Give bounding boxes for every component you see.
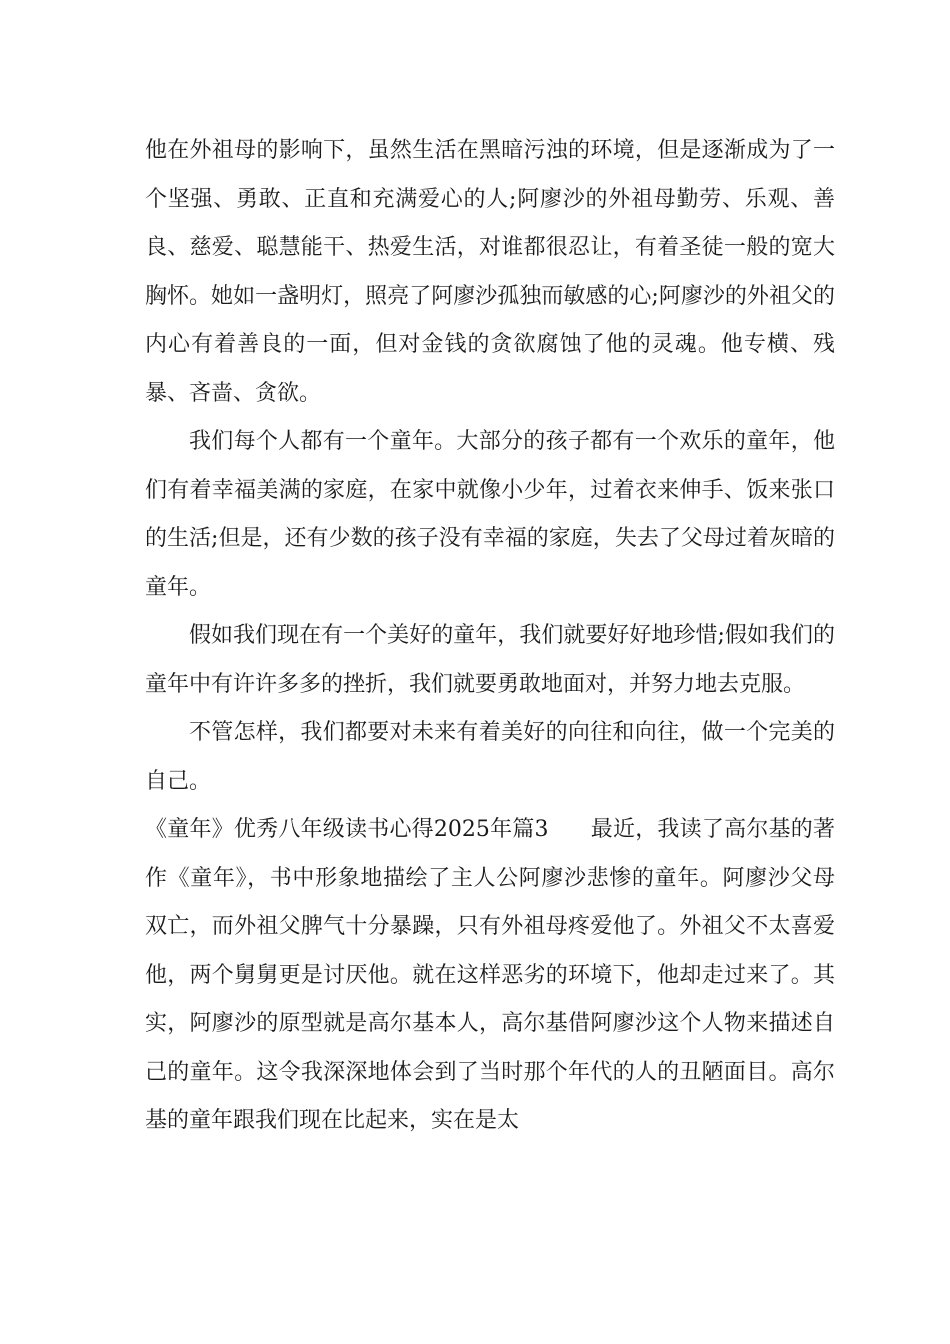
paragraph-childhood: 我们每个人都有一个童年。大部分的孩子都有一个欢乐的童年，他们有着幸福美满的家庭，在家中就像小少年，过着衣来伸手、饭来张口的生活;但是，还有少数的孩子没有幸福的家庭，失去了父母过着灰暗的童年。 <box>145 429 835 600</box>
paragraph-future: 不管怎样，我们都要对未来有着美好的向往和向往，做一个完美的自己。 <box>145 720 835 794</box>
document-body <box>145 127 835 1146</box>
section-3 <box>145 806 835 1146</box>
paragraph-grandmother-influence: 他在外祖母的影响下，虽然生活在黑暗污浊的环境，但是逐渐成为了一个坚强、勇敢、正直和充满爱心的人;阿廖沙的外祖母勤劳、乐观、善良、慈爱、聪慧能干、热爱生活，对谁都很忍让，有着圣徒一般的宽大胸怀。她如一盏明灯，照亮了阿廖沙孤独而敏感的心;阿廖沙的外祖父的内心有着善良的一面，但对金钱的贪欲腐蚀了他的灵魂。他专横、残暴、吝啬、贪欲。 <box>145 138 835 406</box>
section-title: 《童年》优秀八年级读书心得2025年篇3 <box>145 817 549 842</box>
section-text: 最近，我读了高尔基的著作《童年》，书中形象地描绘了主人公阿廖沙悲惨的童年。阿廖沙父母双亡，而外祖父脾气十分暴躁，只有外祖母疼爱他了。外祖父不太喜爱他，两个舅舅更是讨厌他。就在这样恶劣的环境下，他却走过来了。其实，阿廖沙的原型就是高尔基本人，高尔基借阿廖沙这个人物来描述自己的童年。这令我深深地体会到了当时那个年代的人的丑陋面目。高尔基的童年跟我们现在比起来，实在是太 <box>145 817 835 1133</box>
paragraph-cherish: 假如我们现在有一个美好的童年，我们就要好好地珍惜;假如我们的童年中有许许多多的挫折，我们就要勇敢地面对，并努力地去克服。 <box>145 623 835 697</box>
